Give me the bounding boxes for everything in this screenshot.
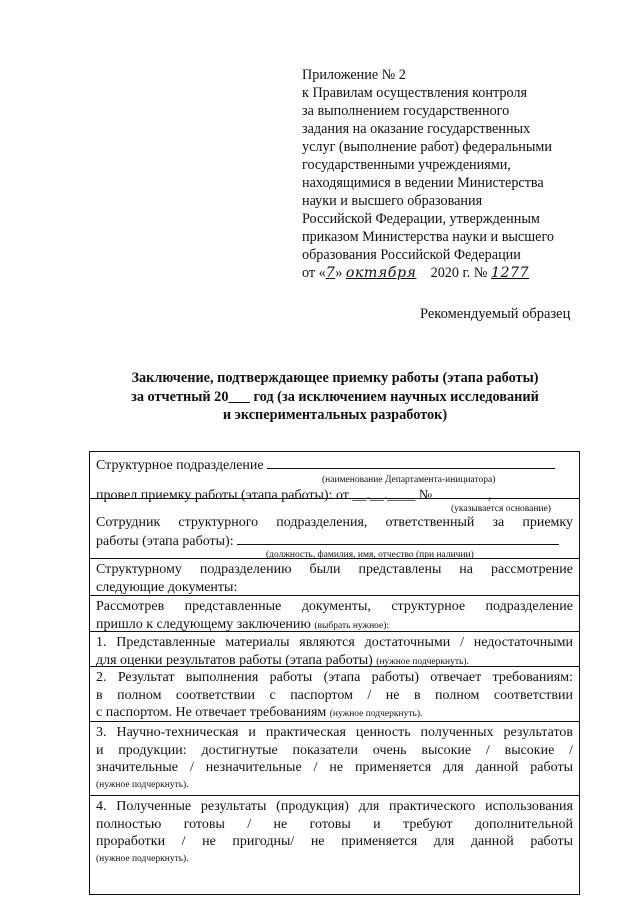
item-1-row: 1. Представленные материалы являются достаточными / недостаточными для оценки результатов работы (этапа работы) (нужное подчеркнуть). [90, 632, 579, 667]
handwritten-order-number: 1277 [490, 265, 530, 281]
appendix-line: приказом Министерства науки и высшего [302, 229, 554, 245]
conclusion-form [89, 451, 580, 895]
acceptance-hint: (указывается основание) [451, 504, 551, 514]
conclusion-row: Рассмотрев представленные документы, структурное подразделение пришло к следующему заключению (выбрать нужное): [90, 596, 579, 632]
appendix-line: задания на оказание государственных [302, 121, 531, 137]
document-title: Заключение, подтверждающее приемку работы (этапа работы) за отчетный 20___ год (за исключением научных исследований и экспериментальных разработок) [131, 370, 539, 423]
appendix-line: к Правилам осуществления контроля [302, 85, 527, 101]
employee-hint: (должность, фамилия, имя, отчество (при наличии) [266, 550, 474, 560]
employee-field[interactable] [237, 532, 559, 545]
handwritten-month: октября [345, 265, 417, 281]
department-field[interactable] [267, 456, 555, 469]
employee-row: Сотрудник структурного подразделения, ответственный за приемку работы (этапа работы): (должность, фамилия, имя, отчество (при наличии) [90, 512, 579, 559]
acceptance-number-field[interactable] [436, 486, 488, 499]
department-row: Структурное подразделение (наименование Департамента-инициатора) провел приемку работы (этапа работы): от __.__.____ № , (указывается основание) [90, 452, 579, 499]
appendix-line: находящимися в ведении Министерства [302, 175, 544, 191]
appendix-line: Приложение № 2 [302, 67, 406, 83]
appendix-header [302, 66, 602, 282]
order-date-line: от «7» октября 2020 г. № 1277 [302, 265, 530, 281]
appendix-line: Российской Федерации, утвержденным [302, 211, 540, 227]
acceptance-date[interactable]: __.__.____ [352, 487, 416, 503]
appendix-line: образования Российской Федерации [302, 247, 521, 263]
appendix-line: государственными учреждениями, [302, 157, 511, 173]
appendix-line: услуг (выполнение работ) федеральными [302, 139, 552, 155]
recommended-sample-label: Рекомендуемый образец [420, 306, 571, 322]
department-hint: (наименование Департамента-инициатора) [322, 474, 496, 485]
item-3-row: 3. Научно-техническая и практическая ценность полученных результатов и продукции: достигнутые показатели очень высокие / высокие / значительные / незначительные / не применяется для данной работы (нужное подчеркнуть). [90, 722, 579, 796]
appendix-line: за выполнением государственного [302, 103, 510, 119]
appendix-line: науки и высшего образования [302, 193, 483, 209]
documents-row: Структурному подразделению были представлены на рассмотрение следующие документы: [90, 559, 579, 596]
handwritten-day: 7 [325, 265, 336, 281]
item-4-row: 4. Полученные результаты (продукция) для практического использования полностью готовы / не готовы и требуют дополнительной проработки / не пригодны/ не применяется для данной работы (нужное подчеркнуть). [96, 799, 573, 864]
item-2-row: 2. Результат выполнения работы (этапа работы) отвечает требованиям: в полном соответствии с паспортом / не в полном соответствии с паспортом. Не отвечает требованиям (нужное подчеркнуть). [90, 667, 579, 722]
